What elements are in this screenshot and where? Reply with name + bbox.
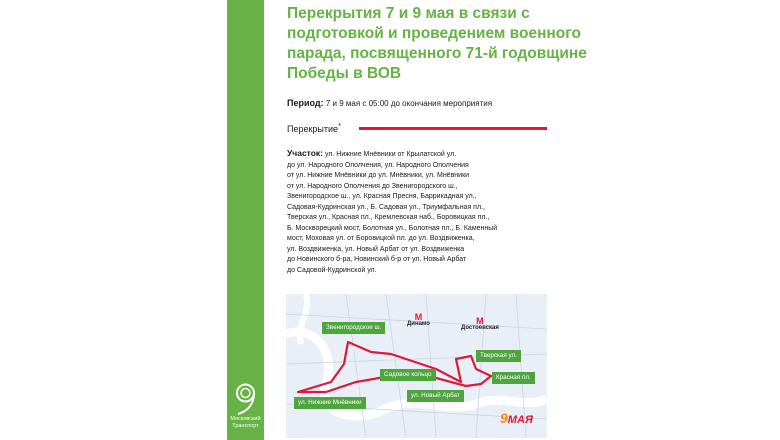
moscow-transport-logo [227, 382, 264, 440]
metro-icon: М [476, 316, 484, 326]
section-line-3: от ул. Народного Ополчения до Звенигородского ш., [287, 182, 458, 190]
logo-line-2: Транспорт [232, 423, 259, 429]
map-label-mnevniki: ул. Нижние Мнёвники [294, 397, 366, 409]
metro-dostoevskaya [461, 318, 499, 332]
logo-text [227, 416, 264, 430]
map-label-arbat: ул. Новый Арбат [407, 390, 464, 402]
section-line-2: от ул. Нижние Мнёвники до ул. Мнёвники, ул. Мнёвники [287, 172, 470, 179]
closure-asterisk: * [338, 121, 341, 130]
metro-dinamo [407, 314, 430, 328]
map-label-zvenigorodskoe: Звенигородское ш. [322, 322, 385, 334]
section-line-11: до Садовой-Кудринской ул. [287, 266, 377, 274]
may-text: МАЯ [507, 414, 533, 426]
metro-dostoevskaya-label: Достоевская [461, 325, 499, 331]
closure-row [287, 121, 341, 134]
section-line-7: Б. Москворецкий мост, Болотная ул., Болотная пл., Б. Каменный [287, 224, 498, 232]
metro-dinamo-label: Динамо [407, 321, 430, 327]
metro-icon: М [414, 312, 423, 322]
map-label-krasnaya: Красная пл. [492, 372, 535, 384]
section-line-6: Тверская ул., Красная пл., Кремлевская наб., Боровицкая пл., [287, 214, 490, 221]
section-label: Участок: [287, 148, 324, 158]
section-line-10: до Новинского б-ра, Новинский б-р от ул. Новый Арбат [287, 256, 467, 263]
green-sidebar [227, 0, 264, 440]
victory-day-badge [500, 410, 533, 426]
section-line-1: до ул. Народного Ополчения, ул. Народного Ополчения [287, 161, 469, 169]
period-label: Период: [287, 98, 324, 108]
map-label-sadovoe: Садовое кольцо [380, 369, 436, 381]
logo-line-1: Московский [230, 416, 261, 422]
section-line-4: Звенигородское ш., ул. Красная Пресня, Баррикадная ул., [287, 193, 477, 200]
closure-label: Перекрытие [287, 124, 339, 134]
may-number: 9 [500, 410, 508, 426]
section-line-8: мост, Моховая ул. от Боровицкой пл. до ул. Воздвиженка, [287, 235, 475, 242]
page-title: Перекрытия 7 и 9 мая в связи с подготовкой и проведением военного парада, посвященного 71-й годовщине Победы в ВОВ [287, 5, 587, 82]
section-line-0: ул. Нижние Мнёвники от Крылатской ул. [324, 151, 457, 158]
closure-legend-line [359, 127, 547, 130]
transport-nine-icon [233, 382, 258, 416]
section-block [287, 148, 587, 276]
section-line-5: Садовая-Кудринская ул., Б. Садовая ул., Триумфальная пл., [287, 203, 485, 211]
right-margin [767, 0, 780, 440]
left-margin [0, 0, 227, 440]
section-line-9: ул. Воздвиженка, ул. Новый Арбат от ул. Воздвиженка [287, 245, 465, 253]
period-value: 7 и 9 мая с 05:00 до окончания мероприятия [325, 99, 493, 108]
period-row [287, 98, 492, 108]
map-label-tverskaya: Тверская ул. [476, 350, 521, 362]
